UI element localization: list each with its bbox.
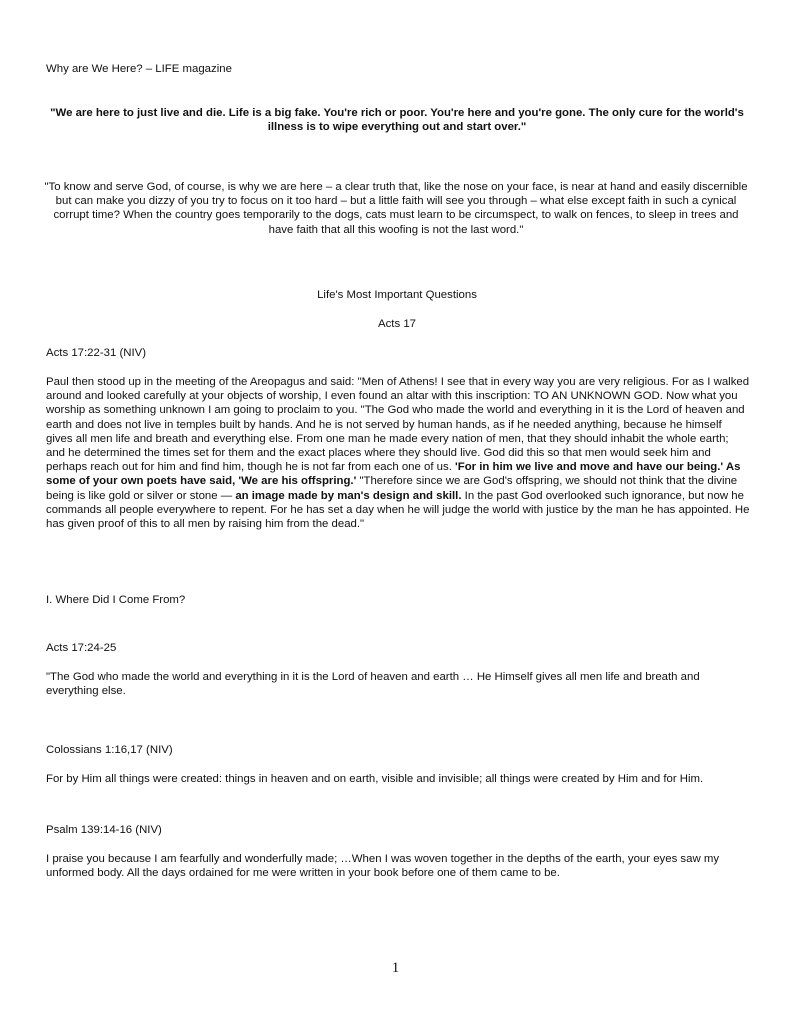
passage-colossians: For by Him all things were created: things in heaven and on earth, visible and invisible; all things were created by Him and for Him. xyxy=(46,773,704,785)
passage-acts-17-22-31 xyxy=(46,375,750,531)
reference-colossians: Colossians 1:16,17 (NIV) xyxy=(46,744,173,756)
reference-acts-17-22-31: Acts 17:22-31 (NIV) xyxy=(46,347,147,359)
quote-faith-line-2: have faith that all this woofing is not the last word." xyxy=(268,223,524,236)
heading-where-did-i-come-from: I. Where Did I Come From? xyxy=(46,594,186,606)
reference-acts-17-24-25: Acts 17:24-25 xyxy=(46,642,117,654)
quote-faith xyxy=(38,180,754,237)
header-line: Why are We Here? – LIFE magazine xyxy=(46,63,232,75)
passage-acts-17-24-25: "The God who made the world and everything in it is the Lord of heaven and earth … He Himself gives all men life and breath and everything else. xyxy=(46,671,700,698)
quote-despair: "We are here to just live and die. Life is a big fake. You're rich or poor. You're here and you're gone. The only cure for the world's illness is to wipe everything out and start over." xyxy=(50,107,744,134)
passage1-bold2: an image made by man's design and skill. xyxy=(235,489,462,502)
page-number: 1 xyxy=(391,960,400,976)
reference-psalm-139: Psalm 139:14-16 (NIV) xyxy=(46,824,162,836)
section-title: Life's Most Important Questions xyxy=(317,289,477,301)
section-subtitle: Acts 17 xyxy=(378,318,416,330)
passage1-part1: Paul then stood up in the meeting of the Areopagus and said: "Men of Athens! I see that in every way you are very religious. For as I walked around and looked carefully at your objects of worship, I even found an altar with this inscription: TO AN UNKNOWN GOD. Now what you worship as something unknown I am going to proclaim to you. "The God who made the world and everything in it is the Lord of heaven and earth and does not live in temples built by hands. And he is not served by human hands, as if he needed anything, because he himself gives all men life and breath and everything else. From one man he made every nation of men, that they should inhabit the whole earth; and he determined the times set for them and the exact places where they should live. God did this so that men would seek him and perhaps reach out for him and find him, though he is not far from each one of us. xyxy=(46,376,750,474)
passage1-part3: In the past God overlooked such ignorance, but now he commands all people everywhere to repent. For he has set a day when he will judge the world with justice by the man he has appointed. He has given proof of this to all men by raising him from the dead." xyxy=(46,489,750,531)
passage1-part2: "Therefore since we are God's offspring, we should not think that the divine being is like gold or silver or stone — xyxy=(46,475,738,502)
passage-psalm-139: I praise you because I am fearfully and wonderfully made; …When I was woven together in the depths of the earth, your eyes saw my unformed body. All the days ordained for me were written in your book before one of them came to be. xyxy=(46,853,720,880)
passage1-bold1: 'For in him we live and move and have our being.' As some of your own poets have said, 'We are his offspring.' xyxy=(46,461,741,488)
quote-faith-line-1: "To know and serve God, of course, is why we are here – a clear truth that, like the nose on your face, is near at hand and easily discernible but can make you dizzy of you try to focus on it too hard – but a little faith will see you through – what else except faith in such a cynical corrupt time? When the country goes temporarily to the dogs, cats must learn to be circumspect, to walk on fences, to sleep in trees and xyxy=(44,181,748,222)
